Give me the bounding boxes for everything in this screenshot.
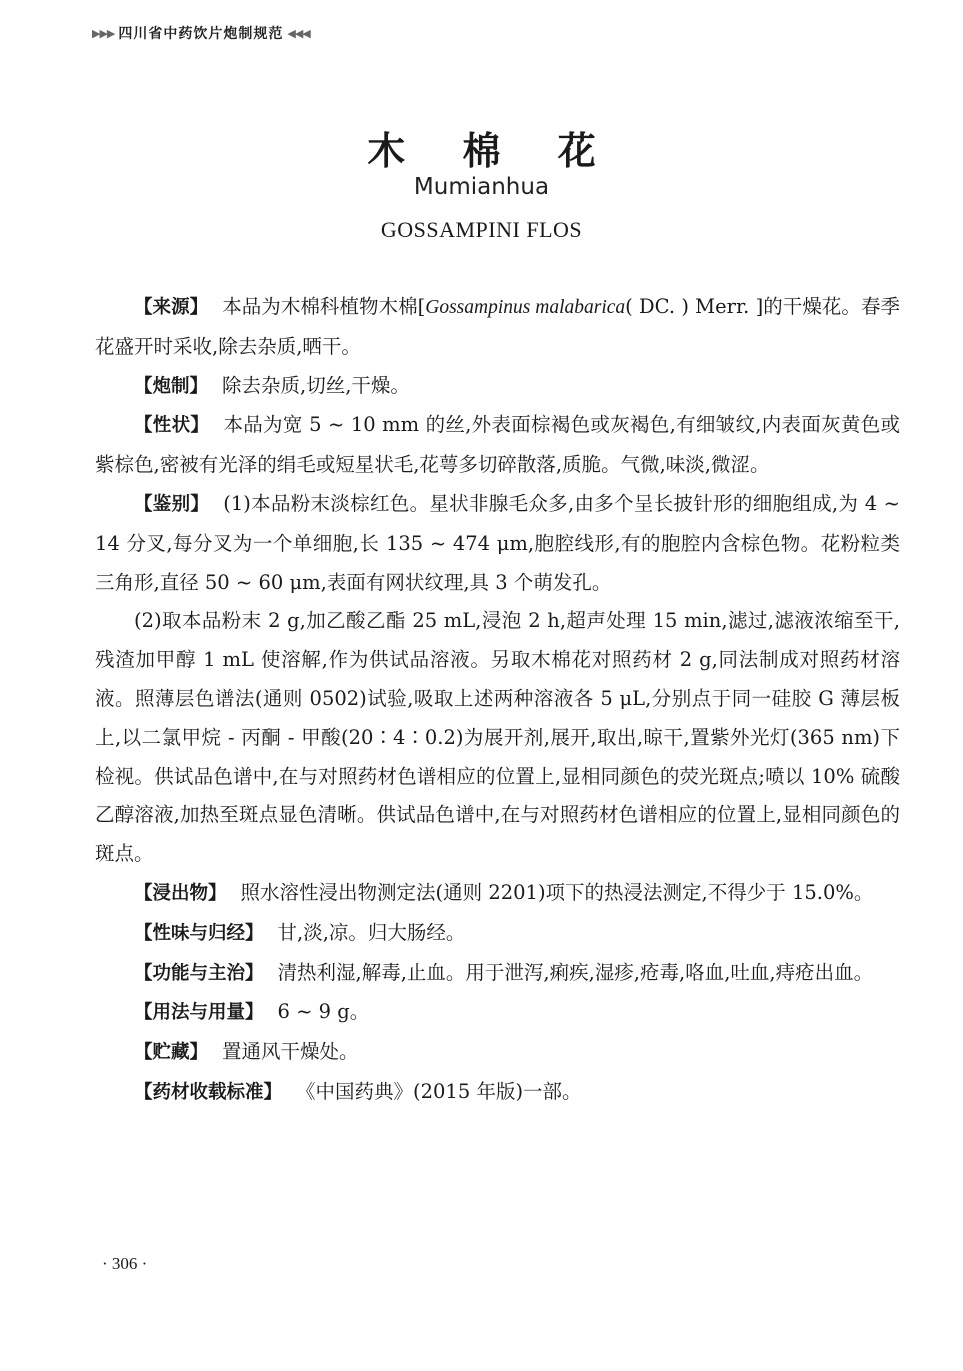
page-number: · 306 ·: [102, 1254, 148, 1273]
page-title: 木 棉 花: [367, 129, 618, 173]
dosage-text: 6 ~ 9 g。: [277, 1000, 370, 1024]
identification-label: 【鉴别】: [134, 493, 210, 515]
nature-label: 【性味与归经】: [134, 922, 264, 944]
function-text: 清热利湿,解毒,止血。用于泄泻,痢疾,湿疹,疮毒,咯血,吐血,痔疮出血。: [277, 960, 874, 984]
processing-text: 除去杂质,切丝,干燥。: [222, 373, 410, 397]
monograph-body: [95, 288, 900, 1113]
source-label: 【来源】: [134, 297, 209, 318]
header-right-arrows: ◀◀◀: [287, 26, 310, 40]
function-label: 【功能与主治】: [134, 962, 264, 984]
storage-text: 置通风干燥处。: [222, 1040, 359, 1064]
identification-text-1: (1)本品粉末淡棕红色。星状非腺毛众多,由多个呈长披针形的细胞组成,为 4 ~ 14 分叉,每分叉为一个单细胞,长 135 ~ 474 μm,胞腔线形,有的胞腔内含棕色物。花粉粒类三角形,直径 50 ~ 60 μm,表面有网状纹理,具 3 个萌发孔。: [95, 491, 900, 594]
identification-text-2: (2)取本品粉末 2 g,加乙酸乙酯 25 mL,浸泡 2 h,超声处理 15 min,滤过,滤液浓缩至干,残渣加甲醇 1 mL 使溶解,作为供试品溶液。另取木棉花对照药材 2 g,同法制成对照药材溶液。照薄层色谱法(通则 0502)试验,吸取上述两种溶液各 5 μL,分别点于同一硅胶 G 薄层板上,以二氯甲烷 - 丙酮 - 甲酸(20∶4∶0.2)为展开剂,展开,取出,晾干,置紫外光灯(365 nm)下检视。供试品色谱中,在与对照药材色谱相应的位置上,显相同颜色的荧光斑点;喷以 10% 硫酸乙醇溶液,加热至斑点显色清晰。供试品色谱中,在与对照药材色谱相应的位置上,显相同颜色的斑点。: [95, 609, 900, 866]
description-label: 【性状】: [134, 415, 210, 437]
identification-paragraph-1: [95, 485, 900, 602]
dosage-label: 【用法与用量】: [134, 1002, 264, 1024]
latin-title: GOSSAMPINI FLOS: [380, 217, 583, 242]
storage-label: 【贮藏】: [134, 1042, 209, 1064]
processing-label: 【炮制】: [134, 375, 209, 397]
nature-paragraph: [95, 914, 900, 954]
source-text-2: ( DC. ) Merr. ]的干燥花。春季花盛开时采收,除去杂质,晒干。: [95, 295, 900, 358]
source-species: Gossampinus malabarica: [425, 297, 626, 318]
description-paragraph: [95, 406, 900, 485]
standard-label: 【药材收载标准】: [134, 1081, 283, 1103]
processing-paragraph: [95, 367, 900, 407]
source-paragraph: [95, 288, 900, 367]
identification-paragraph-2: [95, 602, 900, 874]
standard-paragraph: [95, 1073, 900, 1113]
extract-label: 【浸出物】: [134, 882, 227, 904]
header-left-arrows: ▶▶▶: [92, 26, 115, 40]
description-text: 本品为宽 5 ~ 10 mm 的丝,外表面棕褐色或灰褐色,有细皱纹,内表面灰黄色或紫棕色,密被有光泽的绢毛或短星状毛,花萼多切碎散落,质脆。气微,味淡,微涩。: [95, 413, 900, 477]
source-text-1: 本品为木棉科植物木棉[: [222, 295, 426, 318]
nature-text: 甘,淡,凉。归大肠经。: [277, 920, 466, 944]
dosage-paragraph: [95, 993, 900, 1033]
running-header: [92, 23, 310, 43]
standard-text: 《中国药典》(2015 年版)一部。: [296, 1079, 582, 1103]
pinyin-title: Mumianhua: [413, 174, 550, 200]
storage-paragraph: [95, 1033, 900, 1073]
extract-paragraph: [95, 874, 900, 914]
extract-text: 照水溶性浸出物测定法(通则 2201)项下的热浸法测定,不得少于 15.0%。: [240, 880, 874, 904]
header-title: 四川省中药饮片炮制规范: [118, 26, 284, 42]
function-paragraph: [95, 954, 900, 994]
